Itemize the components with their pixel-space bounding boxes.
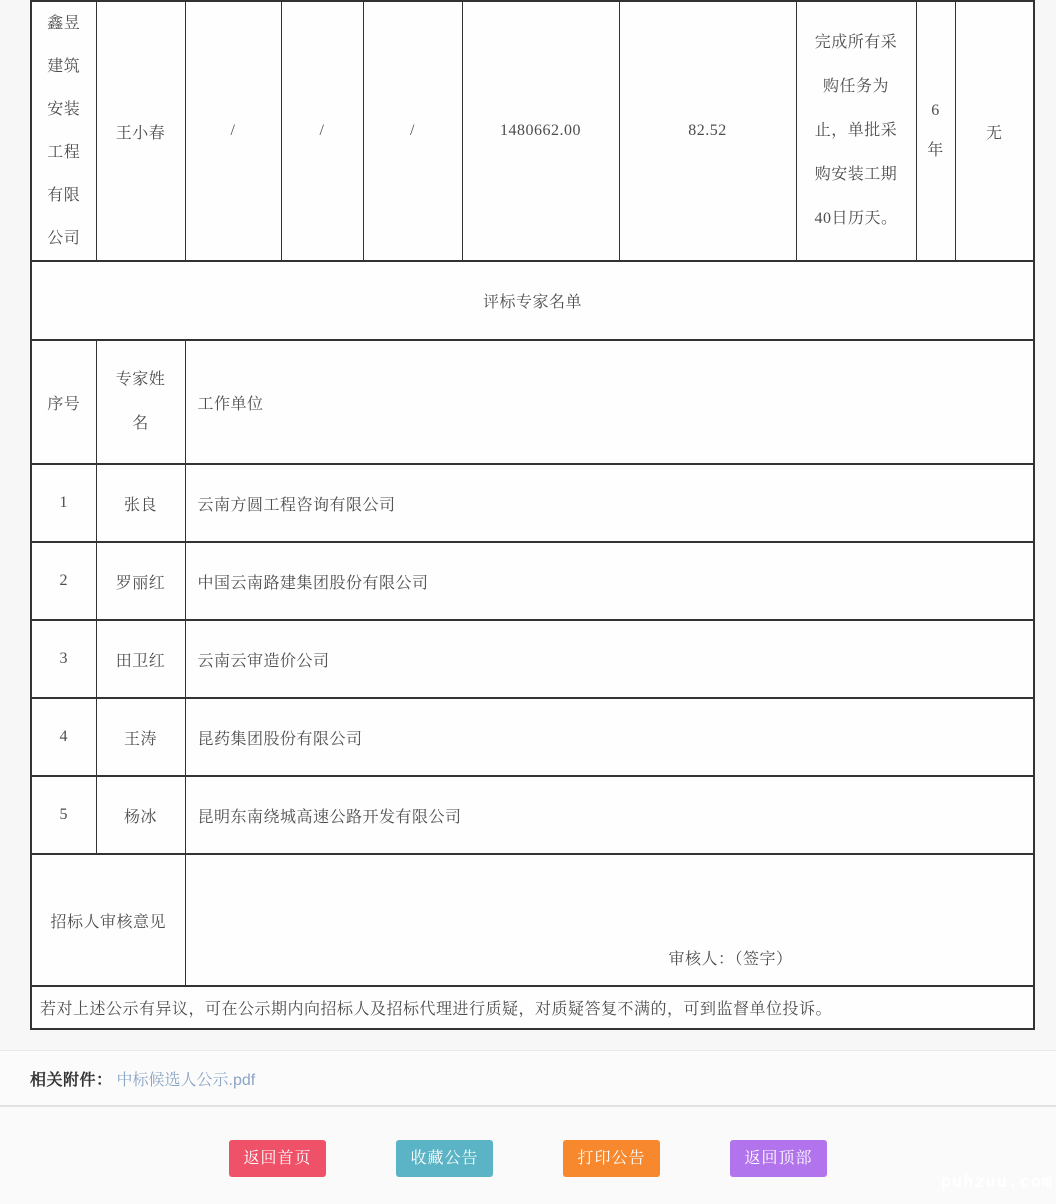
expert-row xyxy=(31,620,1034,698)
winner-row xyxy=(31,1,1034,261)
winner-cell-bidder xyxy=(31,1,96,261)
footer xyxy=(0,1107,1056,1204)
winner-cell-score: 82.52 xyxy=(619,1,796,261)
winner-cell-duration xyxy=(796,1,916,261)
section-title: 评标专家名单 xyxy=(31,261,1034,340)
expert-name: 王涛 xyxy=(96,698,185,776)
review-label-cell: 招标人审核意见 xyxy=(31,854,185,986)
expert-org: 昆明东南绕城高速公路开发有限公司 xyxy=(185,776,1034,854)
attachment-bar xyxy=(0,1050,1056,1107)
col-header-no: 序号 xyxy=(31,340,96,464)
back-home-button[interactable]: 返回首页 xyxy=(229,1140,326,1177)
print-announcement-button[interactable]: 打印公告 xyxy=(563,1140,660,1177)
review-row xyxy=(31,854,1034,986)
expert-org: 云南方圆工程咨询有限公司 xyxy=(185,464,1034,542)
attachment-link[interactable]: 中标候选人公示.pdf xyxy=(116,1071,256,1089)
winner-cell-warranty xyxy=(916,1,955,261)
col-header-name xyxy=(96,340,185,464)
expert-name: 田卫红 xyxy=(96,620,185,698)
winner-cell-slash-1: / xyxy=(185,1,281,261)
expert-name: 杨冰 xyxy=(96,776,185,854)
expert-header-row xyxy=(31,340,1034,464)
attachment-label: 相关附件： xyxy=(30,1071,113,1089)
expert-row xyxy=(31,776,1034,854)
expert-row xyxy=(31,698,1034,776)
note-row xyxy=(31,986,1034,1029)
col-header-name-text: 专家姓名 xyxy=(115,371,166,432)
winner-cell-slash-3: / xyxy=(363,1,462,261)
expert-org: 云南云审造价公司 xyxy=(185,620,1034,698)
review-signer-cell: 审核人：（签字） xyxy=(185,854,1034,986)
site-watermark: puhzuu.com xyxy=(940,1172,1053,1192)
col-header-org: 工作单位 xyxy=(185,340,1034,464)
expert-name: 张良 xyxy=(96,464,185,542)
bid-announcement-table xyxy=(30,0,1035,1030)
expert-row xyxy=(31,464,1034,542)
favorite-announcement-button[interactable]: 收藏公告 xyxy=(396,1140,493,1177)
winner-cell-person: 王小春 xyxy=(96,1,185,261)
objection-note: 若对上述公示有异议，可在公示期内向招标人及招标代理进行质疑，对质疑答复不满的，可到监督单位投诉。 xyxy=(31,986,1034,1029)
bidder-name: 鑫昱建筑安装工程有限公司 xyxy=(47,15,81,247)
button-row xyxy=(0,1107,1056,1177)
expert-no: 3 xyxy=(31,620,96,698)
expert-org: 中国云南路建集团股份有限公司 xyxy=(185,542,1034,620)
expert-no: 1 xyxy=(31,464,96,542)
back-top-button[interactable]: 返回顶部 xyxy=(730,1140,827,1177)
warranty-text: 6年 xyxy=(927,102,944,159)
expert-no: 4 xyxy=(31,698,96,776)
expert-org: 昆药集团股份有限公司 xyxy=(185,698,1034,776)
expert-name: 罗丽红 xyxy=(96,542,185,620)
winner-cell-amount: 1480662.00 xyxy=(462,1,619,261)
winner-cell-slash-2: / xyxy=(281,1,363,261)
expert-no: 5 xyxy=(31,776,96,854)
winner-cell-remark: 无 xyxy=(955,1,1034,261)
expert-row xyxy=(31,542,1034,620)
section-title-row xyxy=(31,261,1034,340)
duration-text: 完成所有采购任务为止，单批采购安装工期40日历天。 xyxy=(814,34,898,227)
expert-no: 2 xyxy=(31,542,96,620)
